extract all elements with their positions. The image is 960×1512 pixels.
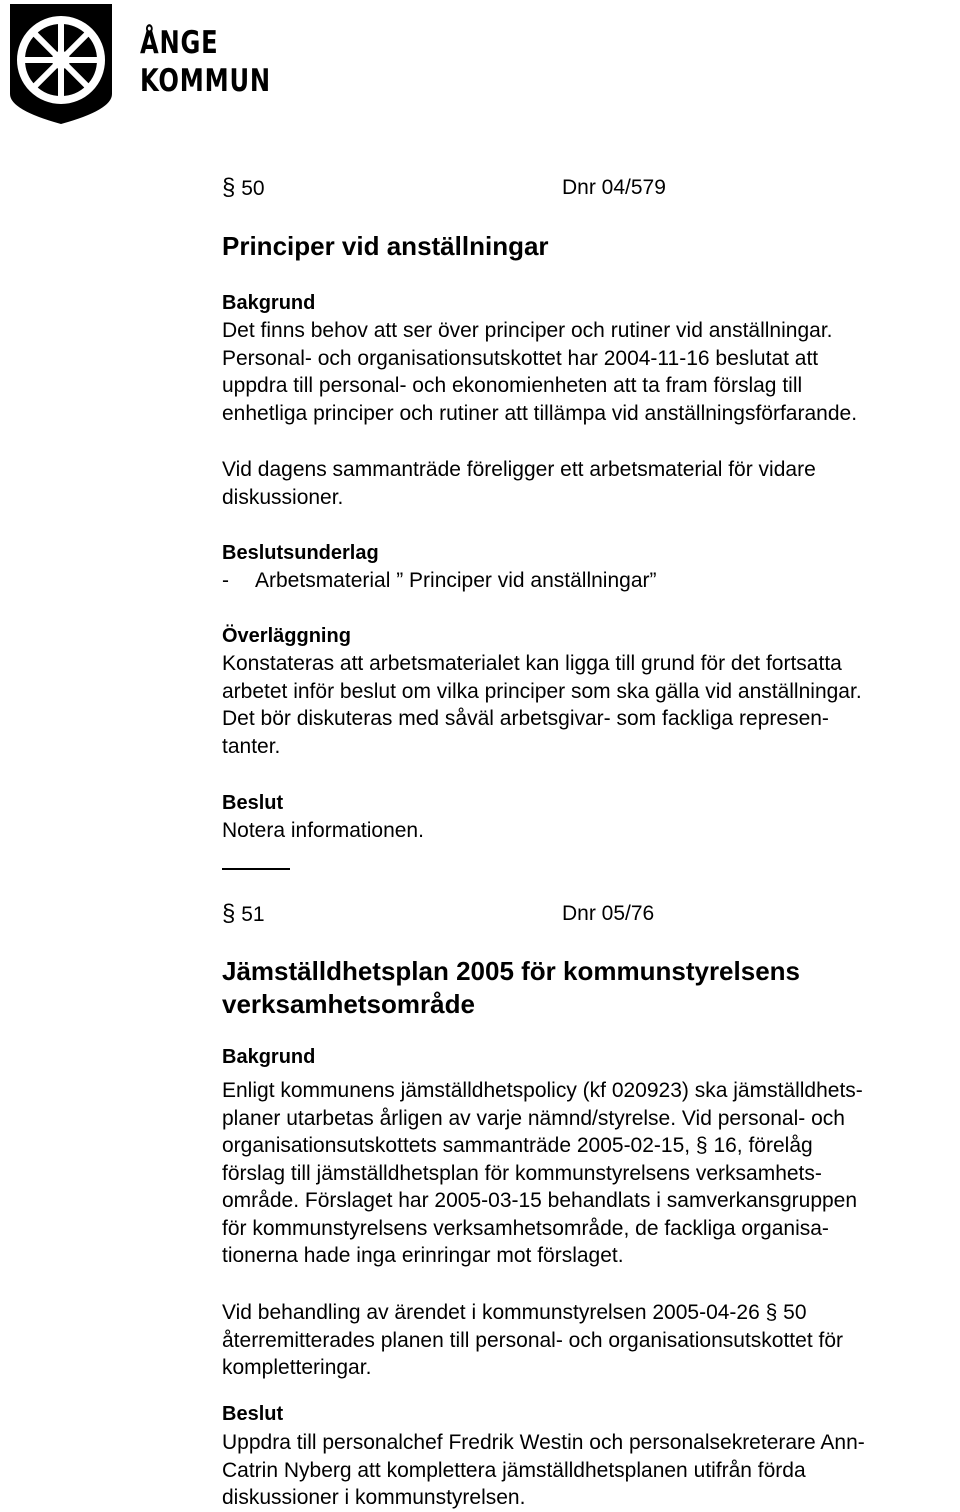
overlaggning-text: Konstateras att arbetsmaterialet kan ligga till grund för det fortsatta arbetet inför beslut om vilka principer som ska gälla vid anställningar. Det bör diskuteras med såväl arbetsgivar- som fackliga represen- tanter.: [222, 652, 862, 758]
section-51-header: [222, 900, 265, 929]
section-title: Principer vid anställningar: [222, 231, 549, 261]
beslut-text: Uppdra till personalchef Fredrik Westin och personalsekreterare Ann- Catrin Nyberg att komplettera jämställdhetsplanen utifrån förda diskussioner i kommunstyrelsen.: [222, 1431, 865, 1509]
dnr-label: Dnr 05/76: [562, 902, 655, 925]
beslut-heading: Beslut: [222, 1403, 284, 1425]
section-divider: [222, 868, 290, 870]
logo: [0, 0, 271, 130]
beslut-text: Notera informationen.: [222, 819, 424, 842]
bakgrund-heading: Bakgrund: [222, 1046, 316, 1068]
section-50-header: [222, 174, 265, 203]
bakgrund-heading: Bakgrund: [222, 292, 316, 314]
beslutsunderlag-item: - Arbetsmaterial ” Principer vid anställningar”: [222, 569, 657, 592]
beslutsunderlag-heading: Beslutsunderlag: [222, 542, 379, 564]
paragraph-sign: §: [222, 174, 236, 201]
behandling-text: Vid behandling av ärendet i kommunstyrelsen 2005-04-26 § 50 återremitterades planen till personal- och organisationsutskottet för kompletteringar.: [222, 1301, 843, 1379]
paragraph-sign: §: [222, 900, 236, 927]
bakgrund-text: Det finns behov att ser över principer och rutiner vid anställningar. Personal- och organisationsutskottet har 2004-11-16 beslutat att uppdra till personal- och ekonomienheten att ta fram förslag till enhetliga principer och rutiner att tillämpa vid anställningsförfarande.: [222, 319, 858, 425]
dnr-label: Dnr 04/579: [562, 176, 666, 199]
section-number: 50: [241, 177, 265, 200]
beslut-heading: Beslut: [222, 792, 284, 814]
bakgrund-text: Enligt kommunens jämställdhetspolicy (kf 020923) ska jämställdhets- planer utarbetas årligen av varje nämnd/styrelse. Vid personal- och organisationsutskottets sammanträde 2005-02-15, § 16, förelåg förslag till jämställdhetsplan för kommunstyrelsens verksamhets- område. Förslaget har 2005-03-15 behandlats i samverkansgruppen för kommunstyrelsens verksamhetsområde, de fackliga organisa- tionerna hade inga erinringar mot förslaget.: [222, 1079, 863, 1267]
logo-wordmark: ÅNGE KOMMUN: [140, 25, 271, 99]
bakgrund-text-2: Vid dagens sammanträde föreligger ett arbetsmaterial för vidare diskussioner.: [222, 458, 816, 509]
wheel-emblem-icon: [8, 2, 118, 126]
overlaggning-heading: Överläggning: [222, 625, 351, 647]
section-number: 51: [241, 903, 265, 926]
section-title: Jämställdhetsplan 2005 för kommunstyrelsens verksamhetsområde: [222, 956, 801, 1019]
